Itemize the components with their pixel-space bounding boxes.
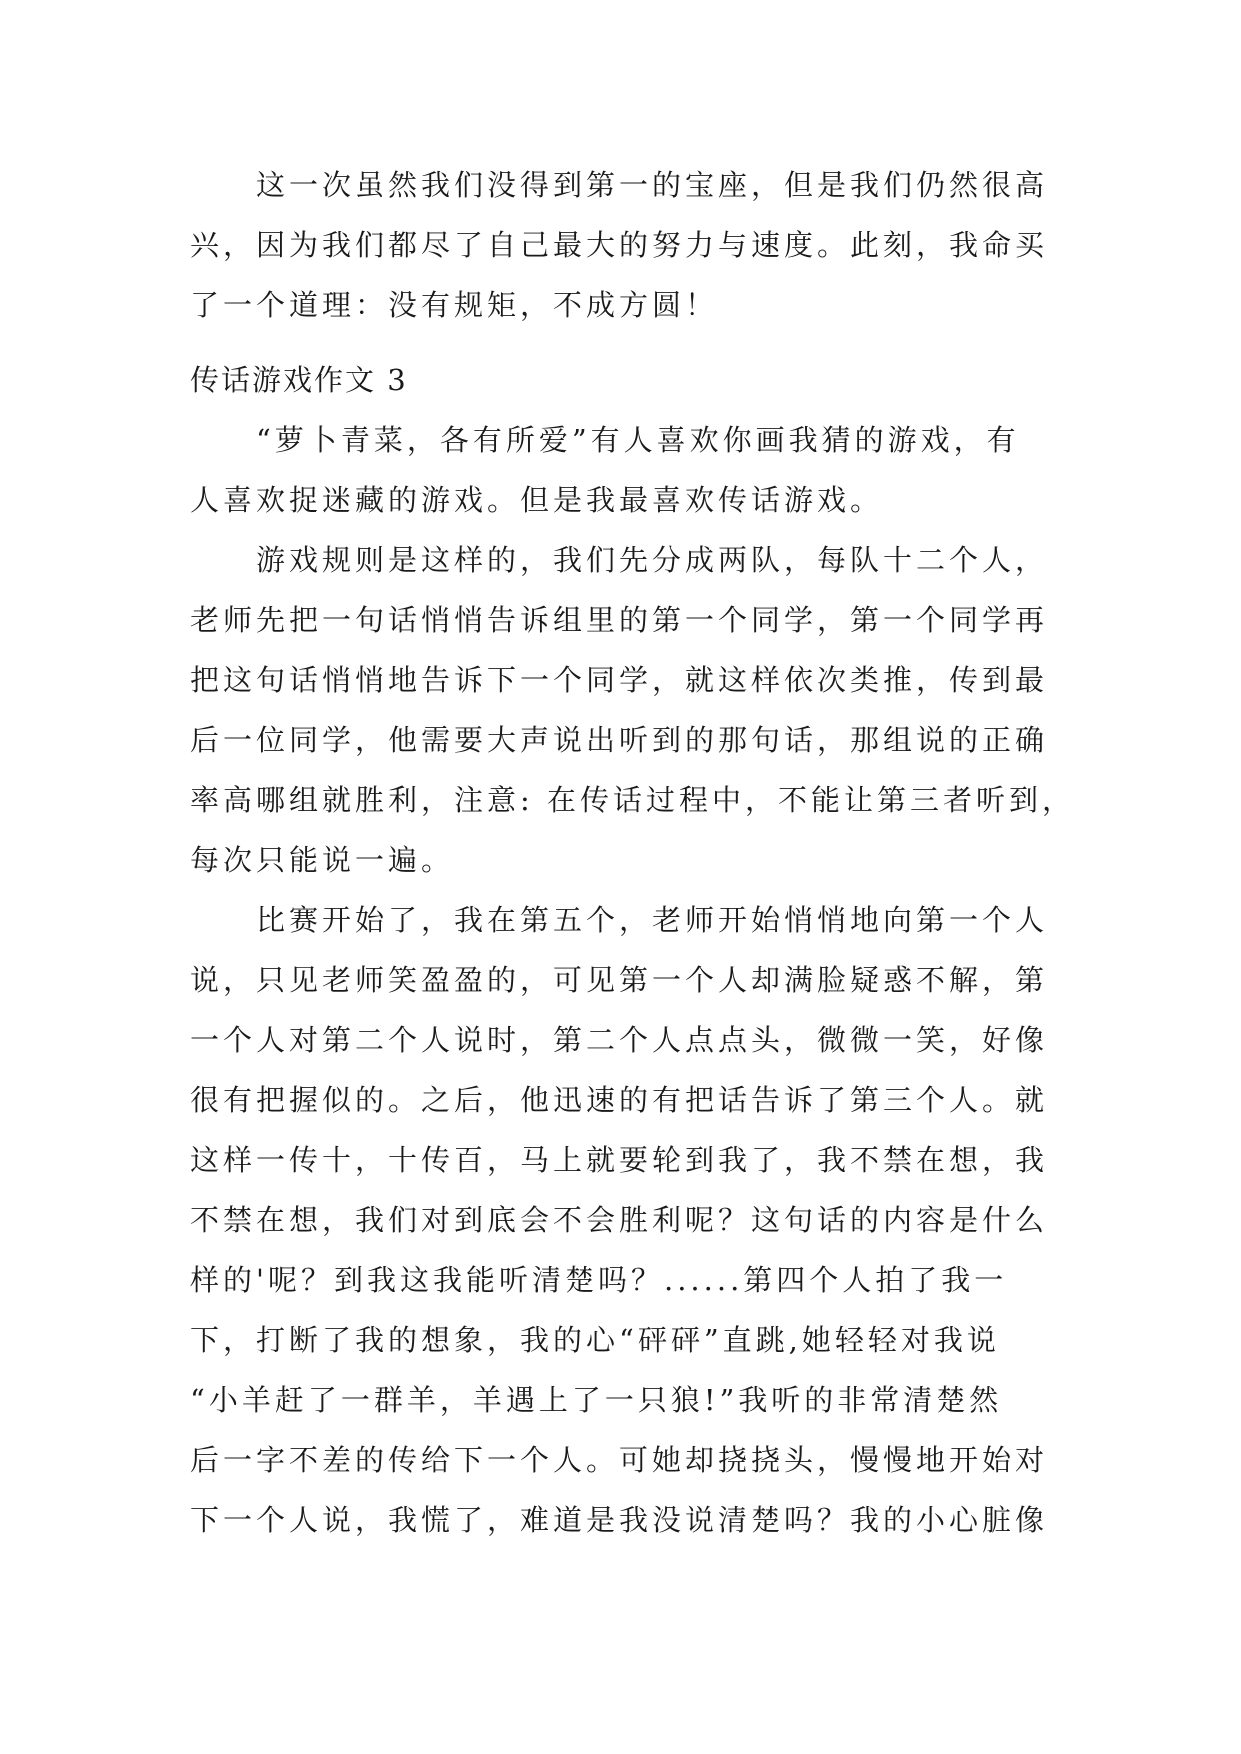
paragraph-line: 率高哪组就胜利，注意: 在传话过程中，不能让第三者听到， — [190, 783, 1075, 817]
section-heading — [190, 350, 1070, 410]
paragraph-1 — [190, 155, 1070, 335]
paragraph-line: 游戏规则是这样的，我们先分成两队，每队十二个人， — [256, 543, 1049, 577]
paragraph-line: 这样一传十，十传百，马上就要轮到我了，我不禁在想，我 — [190, 1143, 1049, 1177]
paragraph-line: 把这句话悄悄地告诉下一个同学，就这样依次类推，传到最 — [190, 663, 1049, 697]
paragraph-line: 了一个道理：没有规矩，不成方圆！ — [190, 288, 719, 322]
paragraph-line: “小羊赶了一群羊，羊遇上了一只狼!”我听的非常清楚然 — [190, 1383, 1003, 1417]
paragraph-line: 每次只能说一遍。 — [190, 843, 455, 877]
paragraph-line: 后一位同学，他需要大声说出听到的那句话，那组说的正确 — [190, 723, 1049, 757]
paragraph-line: 兴，因为我们都尽了自己最大的努力与速度。此刻，我命买 — [190, 228, 1049, 262]
paragraph-line: “萝卜青菜，各有所爱”有人喜欢你画我猜的游戏，有 — [256, 423, 1020, 457]
paragraph-line: 人喜欢捉迷藏的游戏。但是我最喜欢传话游戏。 — [190, 483, 884, 517]
paragraph-line: 下一个人说，我慌了，难道是我没说清楚吗？我的小心脏像 — [190, 1503, 1049, 1537]
paragraph-line: 这一次虽然我们没得到第一的宝座，但是我们仍然很高 — [256, 168, 1049, 202]
paragraph-line: 说，只见老师笑盈盈的，可见第一个人却满脸疑惑不解，第 — [190, 963, 1049, 997]
paragraph-line: 下，打断了我的想象，我的心“砰砰”直跳,她轻轻对我说 — [190, 1323, 1000, 1357]
paragraph-line: 很有把握似的。之后，他迅速的有把话告诉了第三个人。就 — [190, 1083, 1049, 1117]
paragraph-4 — [190, 890, 1070, 1550]
paragraph-line: 不禁在想，我们对到底会不会胜利呢？这句话的内容是什么 — [190, 1203, 1049, 1237]
paragraph-3 — [190, 530, 1075, 890]
heading-text: 传话游戏作文 3 — [190, 363, 408, 397]
paragraph-2 — [190, 410, 1070, 530]
paragraph-line: 样的'呢？到我这我能听清楚吗？......第四个人拍了我一 — [190, 1263, 1008, 1297]
paragraph-line: 比赛开始了，我在第五个，老师开始悄悄地向第一个人 — [256, 903, 1049, 937]
paragraph-line: 一个人对第二个人说时，第二个人点点头，微微一笑，好像 — [190, 1023, 1049, 1057]
paragraph-line: 后一字不差的传给下一个人。可她却挠挠头，慢慢地开始对 — [190, 1443, 1049, 1477]
paragraph-line: 老师先把一句话悄悄告诉组里的第一个同学，第一个同学再 — [190, 603, 1049, 637]
